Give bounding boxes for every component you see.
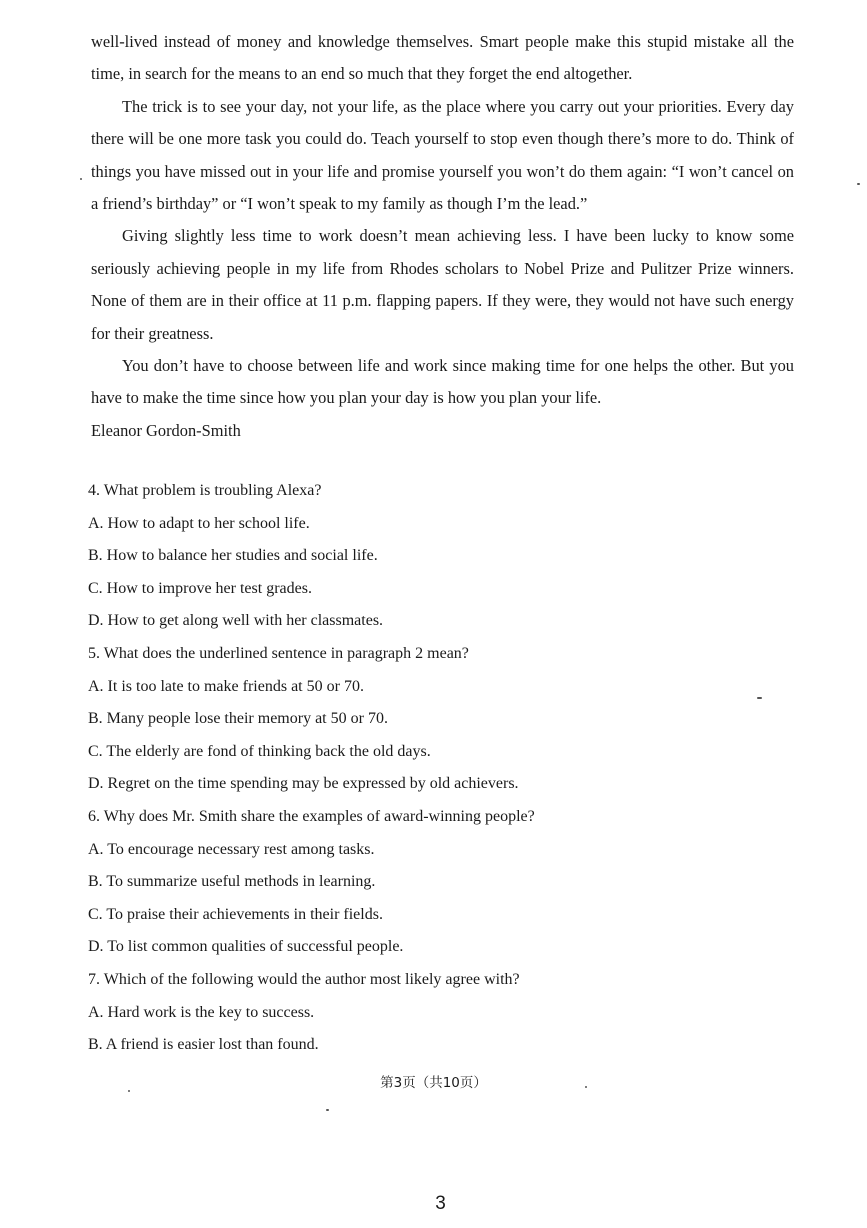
answer-option: D. To list common qualities of successful people.: [88, 938, 404, 956]
answer-option: C. The elderly are fond of thinking back the old days.: [88, 742, 431, 760]
scan-speck: [585, 1086, 587, 1088]
question-stem: 6. Why does Mr. Smith share the examples of award-winning people?: [88, 807, 535, 825]
question-7: [88, 964, 798, 1062]
passage-paragraph: The trick is to see your day, not your life, as the place where you carry out your priorities. Every day there will be one more task you could do. Teach yourself to stop even though there’s more to do. Think of things you have missed out in your life and promise yourself you won’t do them again: “I won’t cancel on a friend’s birthday” or “I won’t speak to my family as though I’m the lead.”: [91, 96, 794, 214]
scan-speck: [80, 178, 82, 180]
question-stem: 5. What does the underlined sentence in paragraph 2 mean?: [88, 644, 469, 662]
question-6: [88, 801, 798, 964]
scan-speck: [757, 697, 762, 699]
answer-option: A. It is too late to make friends at 50 or 70.: [88, 677, 364, 695]
passage-paragraph: Giving slightly less time to work doesn’t mean achieving less. I have been lucky to know some seriously achieving people in my life from Rhodes scholars to Nobel Prize and Pulitzer Prize winners. None of them are in their office at 11 p.m. flapping papers. If they were, they would not have such energy for their greatness.: [91, 226, 794, 343]
answer-option: B. Many people lose their memory at 50 or 70.: [88, 710, 388, 728]
answer-option: A. Hard work is the key to success.: [88, 1003, 315, 1021]
answer-option: C. To praise their achievements in their fields.: [88, 905, 383, 923]
question-4: [88, 475, 798, 638]
question-stem: 7. Which of the following would the author most likely agree with?: [88, 970, 520, 988]
answer-option: A. How to adapt to her school life.: [88, 514, 310, 532]
question-stem: 4. What problem is troubling Alexa?: [88, 482, 322, 499]
answer-option: B. A friend is easier lost than found.: [88, 1036, 319, 1054]
author-signature: Eleanor Gordon-Smith: [91, 420, 241, 440]
passage-paragraph: well-lived instead of money and knowledge themselves. Smart people make this stupid mistake all the time, in search for the means to an end so much that they forget the end altogether.: [91, 32, 794, 84]
question-list: [88, 475, 798, 1062]
answer-option: C. How to improve her test grades.: [88, 579, 312, 597]
page-footer: 第3页（共10页）: [380, 1075, 487, 1091]
scan-speck: [326, 1109, 329, 1111]
scan-speck: [128, 1090, 130, 1092]
answer-option: B. How to balance her studies and social life.: [88, 547, 378, 565]
reading-passage: [91, 26, 794, 447]
passage-paragraph: You don’t have to choose between life and work since making time for one helps the other. But you have to make the time since how you plan your day is how you plan your life.: [91, 356, 794, 408]
page-number: 3: [435, 1193, 446, 1214]
question-5: [88, 638, 798, 801]
answer-option: D. How to get along well with her classmates.: [88, 612, 384, 630]
answer-option: B. To summarize useful methods in learning.: [88, 873, 376, 891]
scan-speck: [857, 183, 860, 185]
answer-option: A. To encourage necessary rest among tasks.: [88, 840, 375, 858]
answer-option: D. Regret on the time spending may be expressed by old achievers.: [88, 775, 519, 793]
